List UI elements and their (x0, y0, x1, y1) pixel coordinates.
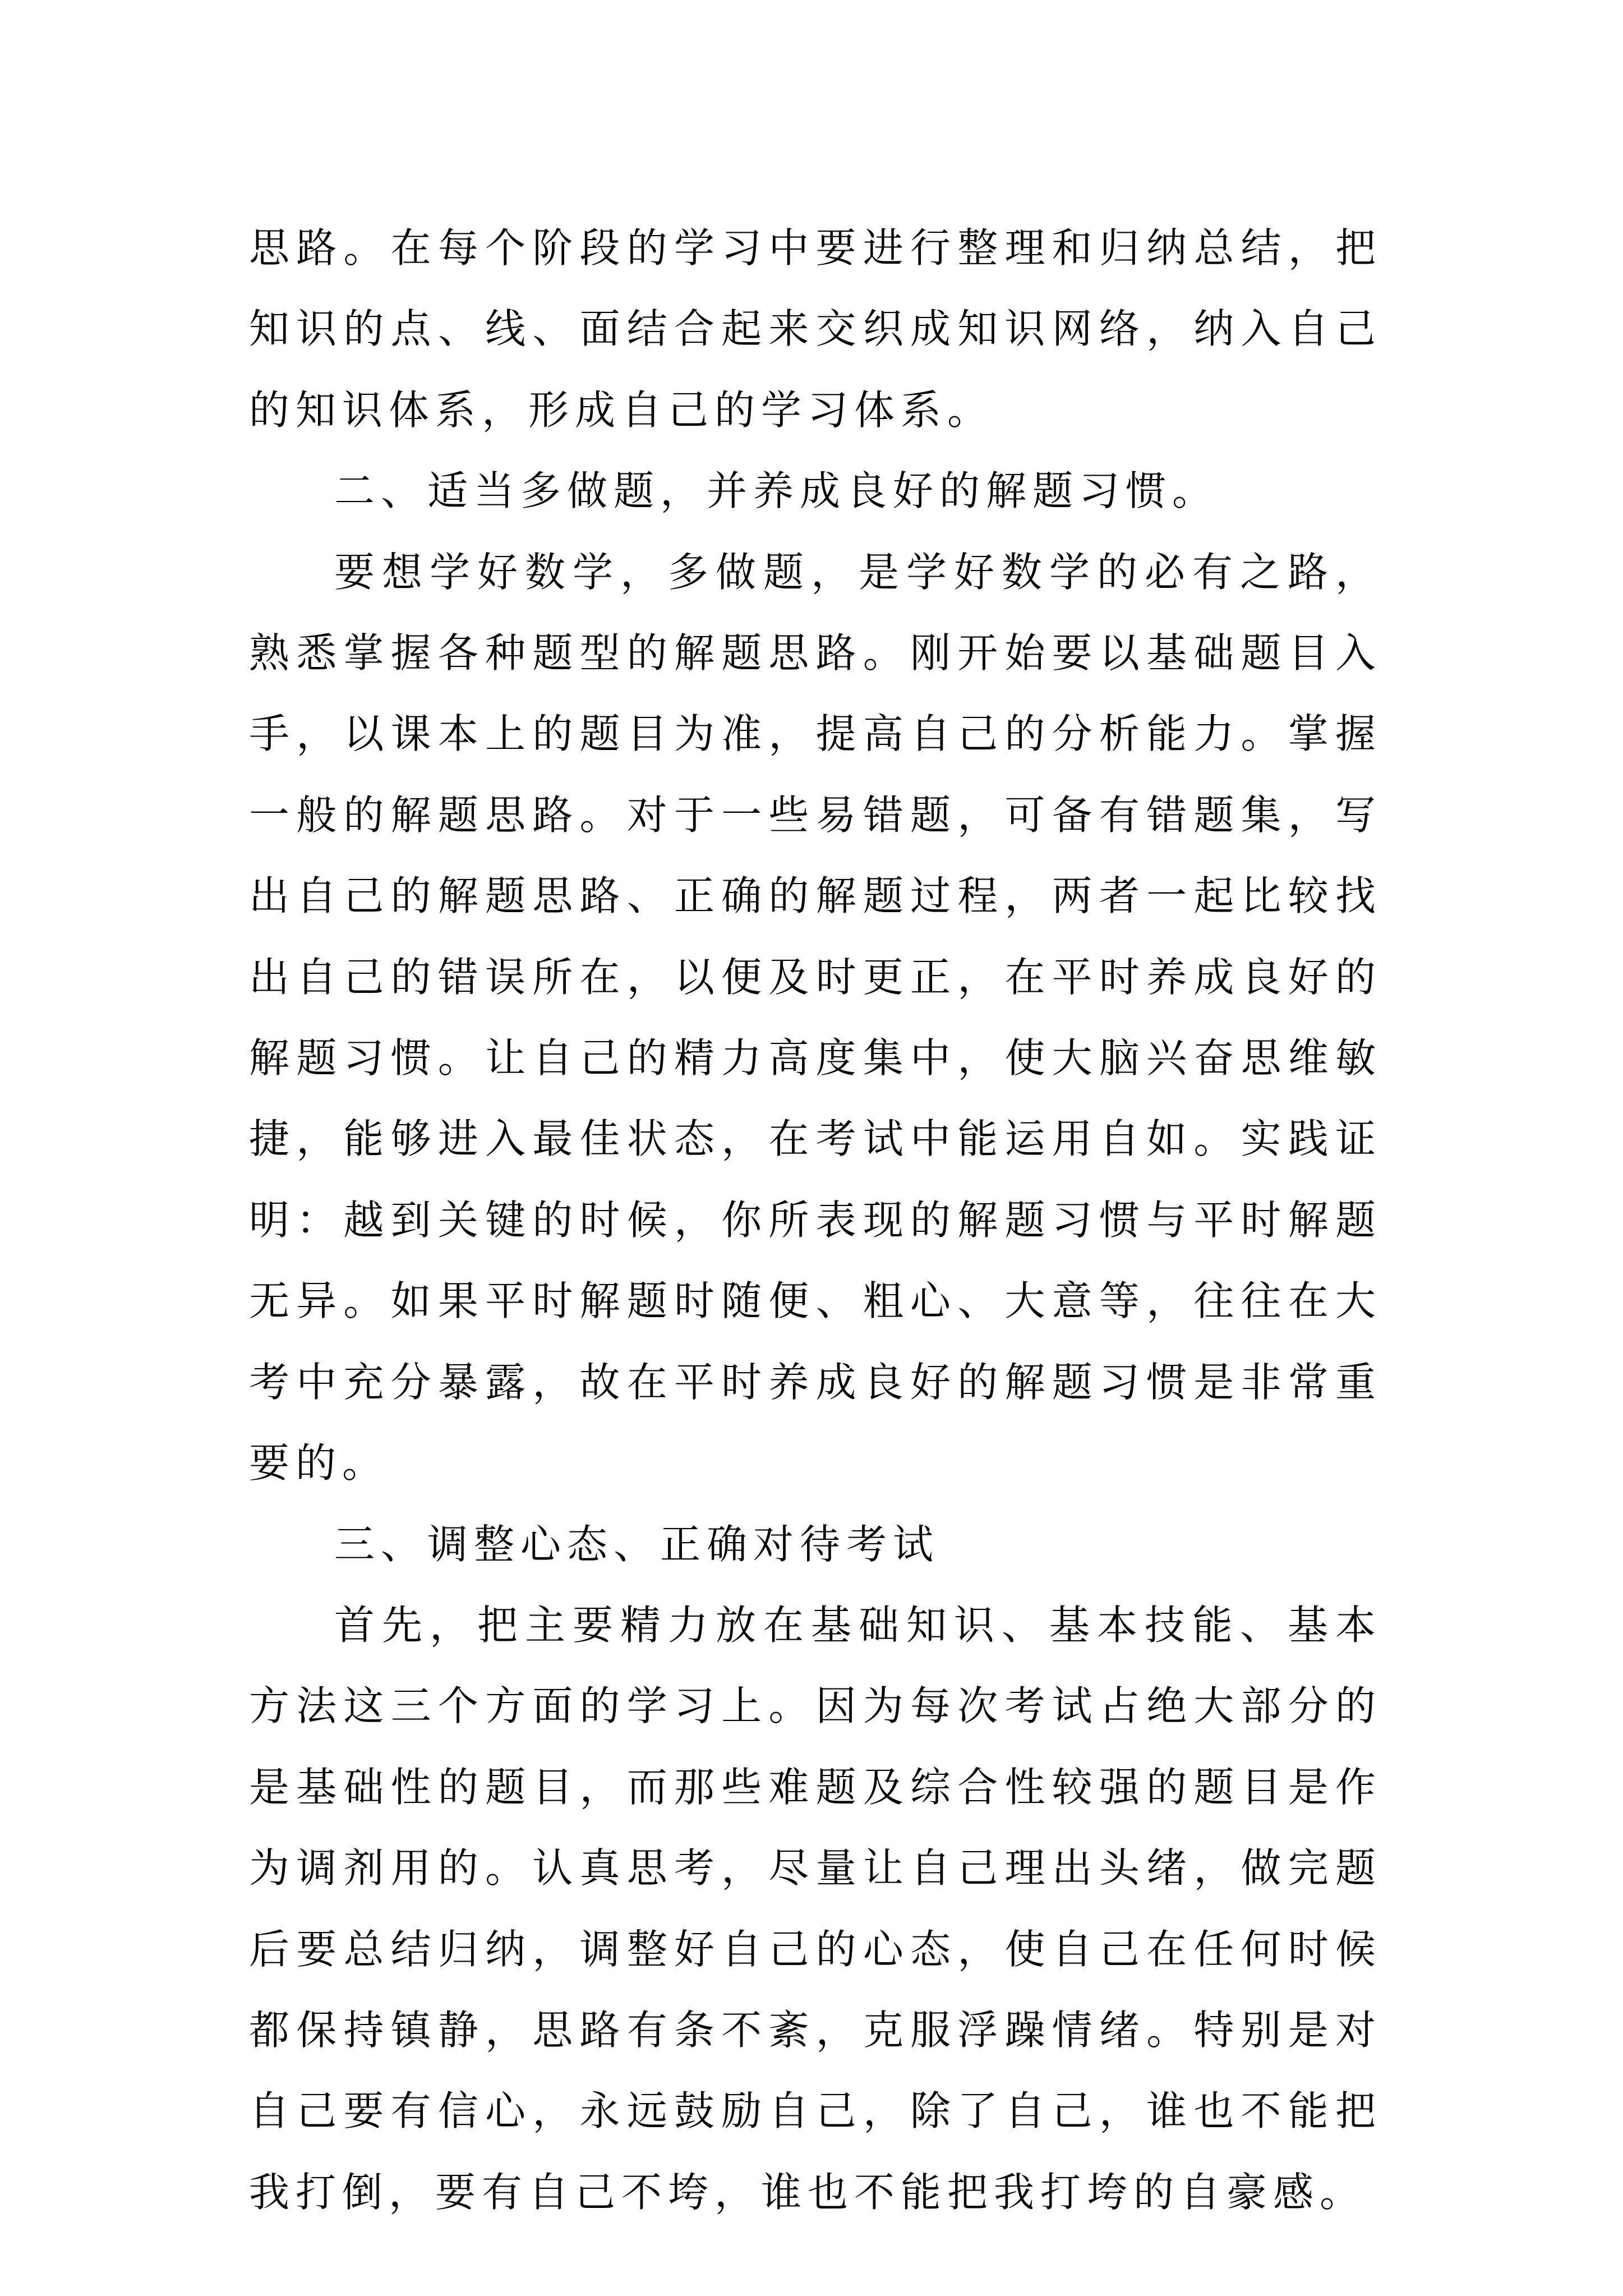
document-body (249, 208, 1382, 2233)
section-heading-2: 二、适当多做题，并养成良好的解题习惯。 (334, 467, 1219, 515)
paragraph-practice: 要想学好数学，多做题，是学好数学的必有之路，熟悉掌握各种题型的解题思路。刚开始要以基础题目入手，以课本上的题目为准，提高自己的分析能力。掌握一般的解题思路。对于一些易错题，可备有错题集，写出自己的解题思路、正确的解题过程，两者一起比较找出自己的错误所在，以便及时更正，在平时养成良好的解题习惯。让自己的精力高度集中，使大脑兴奋思维敏捷，能够进入最佳状态，在考试中能运用自如。实践证明：越到关键的时候，你所表现的解题习惯与平时解题无异。如果平时解题时随便、粗心、大意等，往往在大考中充分暴露，故在平时养成良好的解题习惯是非常重要的。 (249, 548, 1382, 1487)
paragraph-mindset: 首先，把主要精力放在基础知识、基本技能、基本方法这三个方面的学习上。因为每次考试占绝大部分的是基础性的题目，而那些难题及综合性较强的题目是作为调剂用的。认真思考，尽量让自己理出头绪，做完题后要总结归纳，调整好自己的心态，使自己在任何时候都保持镇静，思路有条不紊，克服浮躁情绪。特别是对自己要有信心，永远鼓励自己，除了自己，谁也不能把我打倒，要有自己不垮，谁也不能把我打垮的自豪感。 (249, 1601, 1382, 2216)
section-heading-3: 三、调整心态、正确对待考试 (334, 1520, 940, 1568)
paragraph-intro-continuation: 思路。在每个阶段的学习中要进行整理和归纳总结，把知识的点、线、面结合起来交织成知识网络，纳入自己的知识体系，形成自己的学习体系。 (249, 224, 1382, 434)
